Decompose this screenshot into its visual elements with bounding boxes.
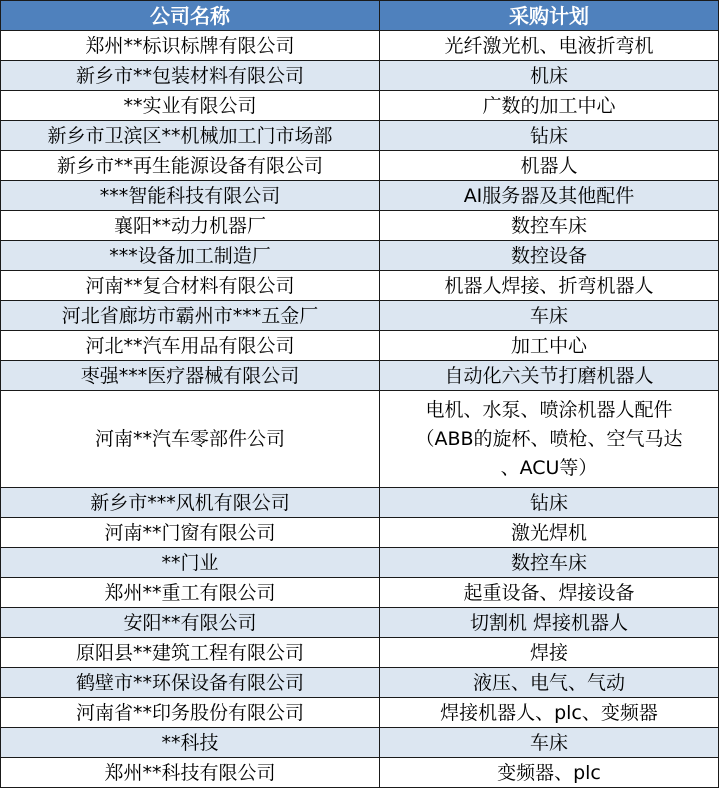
table-row	[1, 638, 719, 668]
procurement-plan-cell[interactable]	[380, 151, 719, 181]
procurement-plan-line: 机器人焊接、折弯机器人	[444, 274, 654, 297]
table-row	[1, 608, 719, 638]
company-name-cell[interactable]: 鹤壁市**环保设备有限公司	[1, 668, 380, 698]
procurement-plan-line: 光纤激光机、电液折弯机	[444, 34, 654, 57]
procurement-plan-line: 广数的加工中心	[482, 94, 616, 117]
procurement-plan-line: 数控车床	[510, 551, 587, 574]
table-row	[1, 728, 719, 758]
table-row	[1, 361, 719, 391]
company-name-cell[interactable]: 襄阳**动力机器厂	[1, 211, 380, 241]
company-name-header[interactable]: 公司名称	[1, 1, 380, 31]
company-name-cell[interactable]: 枣强***医疗器械有限公司	[1, 361, 380, 391]
company-name-cell[interactable]: 新乡市***风机有限公司	[1, 488, 380, 518]
procurement-plan-line: 车床	[529, 731, 568, 754]
header-row	[1, 1, 719, 31]
procurement-plan-cell[interactable]	[380, 91, 719, 121]
table-row	[1, 151, 719, 181]
procurement-plan-cell[interactable]	[380, 211, 719, 241]
table-row	[1, 91, 719, 121]
procurement-plan-line: 数控设备	[510, 244, 587, 267]
procurement-plan-line: 数控车床	[510, 214, 587, 237]
table-row	[1, 668, 719, 698]
company-name-cell[interactable]: 新乡市卫滨区**机械加工门市场部	[1, 121, 380, 151]
table-row	[1, 121, 719, 151]
procurement-plan-cell[interactable]	[380, 488, 719, 518]
company-name-cell[interactable]: 河北**汽车用品有限公司	[1, 331, 380, 361]
table-row	[1, 698, 719, 728]
procurement-plan-line: 液压、电气、气动	[472, 671, 625, 694]
procurement-plan-line: 钻床	[529, 491, 568, 514]
table-row	[1, 61, 719, 91]
table-row	[1, 211, 719, 241]
procurement-plan-line: 起重设备、焊接设备	[463, 581, 635, 604]
table-row	[1, 548, 719, 578]
table-row	[1, 181, 719, 211]
procurement-plan-line: 车床	[529, 304, 568, 327]
procurement-plan-line: 焊接机器人、plc、变频器	[440, 701, 658, 724]
procurement-plan-cell[interactable]	[380, 31, 719, 61]
table-row	[1, 301, 719, 331]
procurement-plan-line: 激光焊机	[510, 521, 587, 544]
company-name-cell[interactable]: 安阳**有限公司	[1, 608, 380, 638]
procurement-plan-cell[interactable]	[380, 698, 719, 728]
company-name-cell[interactable]: ***设备加工制造厂	[1, 241, 380, 271]
procurement-plan-cell[interactable]	[380, 271, 719, 301]
table-row	[1, 241, 719, 271]
table-row	[1, 391, 719, 488]
procurement-plan-line: 电机、水泵、喷涂机器人配件	[425, 398, 673, 421]
company-name-cell[interactable]: 新乡市**包装材料有限公司	[1, 61, 380, 91]
procurement-plan-cell[interactable]	[380, 638, 719, 668]
procurement-plan-line: 、ACU等）	[500, 456, 598, 479]
table-row	[1, 331, 719, 361]
procurement-plan-cell[interactable]	[380, 758, 719, 788]
procurement-plan-cell[interactable]	[380, 391, 719, 488]
procurement-plan-cell[interactable]	[380, 518, 719, 548]
table-row	[1, 758, 719, 788]
table-row	[1, 518, 719, 548]
procurement-plan-cell[interactable]	[380, 301, 719, 331]
procurement-plan-cell[interactable]	[380, 181, 719, 211]
procurement-plan-line: 变频器、plc	[497, 761, 601, 784]
company-name-cell[interactable]: **门业	[1, 548, 380, 578]
company-name-cell[interactable]: 郑州**重工有限公司	[1, 578, 380, 608]
procurement-plan-cell[interactable]	[380, 361, 719, 391]
company-name-cell[interactable]: 新乡市**再生能源设备有限公司	[1, 151, 380, 181]
procurement-plan-cell[interactable]	[380, 728, 719, 758]
procurement-plan-cell[interactable]	[380, 548, 719, 578]
procurement-plan-cell[interactable]	[380, 668, 719, 698]
company-name-cell[interactable]: 河南**复合材料有限公司	[1, 271, 380, 301]
procurement-plan-line: 加工中心	[510, 334, 587, 357]
procurement-plan-line: 焊接	[529, 641, 568, 664]
company-name-cell[interactable]: **科技	[1, 728, 380, 758]
table-row	[1, 578, 719, 608]
company-name-cell[interactable]: ***智能科技有限公司	[1, 181, 380, 211]
table-row	[1, 31, 719, 61]
procurement-plan-line: 切割机 焊接机器人	[469, 611, 629, 634]
procurement-plan-cell[interactable]	[380, 578, 719, 608]
company-name-cell[interactable]: 郑州**标识标牌有限公司	[1, 31, 380, 61]
company-name-cell[interactable]: 郑州**科技有限公司	[1, 758, 380, 788]
company-name-cell[interactable]: 河北省廊坊市霸州市***五金厂	[1, 301, 380, 331]
procurement-plan-cell[interactable]	[380, 608, 719, 638]
company-name-cell[interactable]: **实业有限公司	[1, 91, 380, 121]
company-name-cell[interactable]: 河南省**印务股份有限公司	[1, 698, 380, 728]
table-row	[1, 271, 719, 301]
procurement-plan-line: AI服务器及其他配件	[463, 184, 635, 207]
company-name-cell[interactable]: 原阳县**建筑工程有限公司	[1, 638, 380, 668]
procurement-plan-line: 机床	[529, 64, 568, 87]
procurement-plan-line: （ABB的旋杯、喷枪、空气马达	[415, 427, 683, 450]
company-name-cell[interactable]: 河南**门窗有限公司	[1, 518, 380, 548]
procurement-plan-line: 自动化六关节打磨机器人	[444, 364, 654, 387]
company-name-cell[interactable]: 河南**汽车零部件公司	[1, 391, 380, 488]
table-row	[1, 488, 719, 518]
procurement-plan-cell[interactable]	[380, 61, 719, 91]
procurement-plan-header[interactable]: 采购计划	[380, 1, 719, 31]
procurement-plan-line: 钻床	[529, 124, 568, 147]
procurement-plan-cell[interactable]	[380, 121, 719, 151]
procurement-plan-cell[interactable]	[380, 331, 719, 361]
procurement-plan-cell[interactable]	[380, 241, 719, 271]
procurement-plan-line: 机器人	[520, 154, 578, 177]
